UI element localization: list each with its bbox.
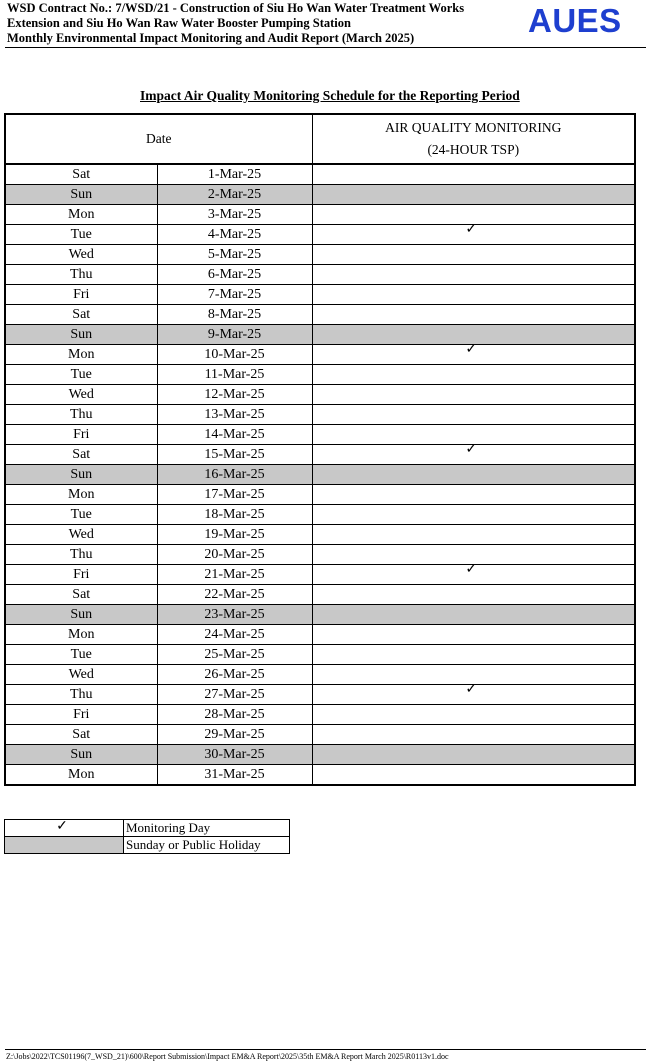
date-cell: 3-Mar-25	[157, 205, 312, 225]
file-path-footer: Z:\Jobs\2022\TCS01196(7_WSD_21)\600\Report Submission\Impact EM&A Report\2025\35th EM&A Report March 2025\R0113v1.doc	[6, 1052, 449, 1061]
monitoring-cell	[312, 245, 635, 265]
date-cell: 8-Mar-25	[157, 305, 312, 325]
schedule-row	[5, 565, 635, 585]
day-cell: Sun	[5, 325, 157, 345]
aues-logo: AUES	[528, 2, 622, 39]
date-cell: 18-Mar-25	[157, 505, 312, 525]
check-icon: ✓	[465, 342, 478, 357]
monitoring-cell	[312, 285, 635, 305]
day-cell: Tue	[5, 505, 157, 525]
day-cell: Mon	[5, 765, 157, 786]
date-cell: 20-Mar-25	[157, 545, 312, 565]
monitoring-cell	[312, 185, 635, 205]
monitoring-cell	[312, 265, 635, 285]
schedule-row	[5, 665, 635, 685]
monitoring-cell	[312, 342, 635, 365]
header-divider	[5, 47, 646, 48]
monitoring-cell	[312, 765, 635, 786]
day-cell: Thu	[5, 545, 157, 565]
monitoring-cell	[312, 305, 635, 325]
day-cell: Sat	[5, 445, 157, 465]
date-cell: 24-Mar-25	[157, 625, 312, 645]
legend-holiday-label: Sunday or Public Holiday	[124, 837, 290, 854]
date-cell: 12-Mar-25	[157, 385, 312, 405]
day-cell: Tue	[5, 365, 157, 385]
date-cell: 29-Mar-25	[157, 725, 312, 745]
monitoring-cell	[312, 745, 635, 765]
schedule-row	[5, 425, 635, 445]
monitoring-cell	[312, 725, 635, 745]
day-cell: Wed	[5, 665, 157, 685]
date-cell: 9-Mar-25	[157, 325, 312, 345]
legend-row-holiday	[5, 837, 290, 854]
day-cell: Fri	[5, 285, 157, 305]
day-cell: Thu	[5, 405, 157, 425]
footer-divider	[5, 1049, 646, 1050]
schedule-row	[5, 365, 635, 385]
monitoring-cell	[312, 164, 635, 185]
date-cell: 31-Mar-25	[157, 765, 312, 786]
day-cell: Mon	[5, 205, 157, 225]
day-cell: Mon	[5, 485, 157, 505]
date-cell: 15-Mar-25	[157, 445, 312, 465]
date-cell: 17-Mar-25	[157, 485, 312, 505]
schedule-row	[5, 585, 635, 605]
legend-row-monitoring	[5, 820, 290, 837]
day-cell: Wed	[5, 245, 157, 265]
date-cell: 11-Mar-25	[157, 365, 312, 385]
schedule-row	[5, 225, 635, 245]
day-cell: Fri	[5, 705, 157, 725]
legend-table	[4, 819, 290, 854]
day-cell: Fri	[5, 425, 157, 445]
monitoring-header-line1: AIR QUALITY MONITORING	[385, 120, 562, 135]
date-cell: 14-Mar-25	[157, 425, 312, 445]
check-icon: ✓	[465, 222, 478, 237]
schedule-row	[5, 285, 635, 305]
schedule-row	[5, 345, 635, 365]
day-cell: Sun	[5, 185, 157, 205]
date-cell: 22-Mar-25	[157, 585, 312, 605]
header-line-contract: WSD Contract No.: 7/WSD/21 - Construction of Siu Ho Wan Water Treatment Works	[7, 1, 465, 15]
day-cell: Sun	[5, 605, 157, 625]
monitoring-cell	[312, 385, 635, 405]
schedule-row	[5, 745, 635, 765]
schedule-row	[5, 405, 635, 425]
check-icon: ✓	[465, 562, 478, 577]
monitoring-cell	[312, 505, 635, 525]
monitoring-cell	[312, 465, 635, 485]
monitoring-cell	[312, 605, 635, 625]
day-cell: Thu	[5, 685, 157, 705]
schedule-row	[5, 305, 635, 325]
day-cell: Tue	[5, 225, 157, 245]
date-cell: 4-Mar-25	[157, 225, 312, 245]
date-cell: 13-Mar-25	[157, 405, 312, 425]
date-cell: 2-Mar-25	[157, 185, 312, 205]
day-cell: Wed	[5, 385, 157, 405]
schedule-row	[5, 625, 635, 645]
schedule-row	[5, 265, 635, 285]
monitoring-cell	[312, 585, 635, 605]
date-cell: 26-Mar-25	[157, 665, 312, 685]
date-cell: 21-Mar-25	[157, 565, 312, 585]
date-cell: 5-Mar-25	[157, 245, 312, 265]
header-line-report: Monthly Environmental Impact Monitoring and Audit Report (March 2025)	[7, 31, 415, 45]
day-cell: Sat	[5, 164, 157, 185]
schedule-row	[5, 505, 635, 525]
schedule-row	[5, 385, 635, 405]
schedule-row	[5, 185, 635, 205]
legend-shade-swatch	[5, 837, 124, 854]
day-cell: Sun	[5, 745, 157, 765]
schedule-title: Impact Air Quality Monitoring Schedule for the Reporting Period	[140, 88, 520, 103]
monitoring-cell	[312, 705, 635, 725]
monitoring-cell	[312, 365, 635, 385]
date-cell: 28-Mar-25	[157, 705, 312, 725]
monitoring-column-header	[312, 114, 635, 164]
date-cell: 25-Mar-25	[157, 645, 312, 665]
schedule-row	[5, 325, 635, 345]
header-line-project: Extension and Siu Ho Wan Raw Water Booster Pumping Station	[7, 16, 351, 30]
date-cell: 27-Mar-25	[157, 685, 312, 705]
day-cell: Tue	[5, 645, 157, 665]
check-icon: ✓	[465, 442, 478, 457]
monitoring-cell	[312, 625, 635, 645]
schedule-row	[5, 605, 635, 625]
date-cell: 7-Mar-25	[157, 285, 312, 305]
legend-tick-cell	[5, 820, 124, 837]
monitoring-cell	[312, 485, 635, 505]
schedule-row	[5, 205, 635, 225]
date-cell: 10-Mar-25	[157, 345, 312, 365]
monitoring-cell	[312, 562, 635, 585]
day-cell: Wed	[5, 525, 157, 545]
day-cell: Mon	[5, 345, 157, 365]
schedule-row	[5, 465, 635, 485]
day-cell: Sat	[5, 305, 157, 325]
day-cell: Fri	[5, 565, 157, 585]
date-cell: 19-Mar-25	[157, 525, 312, 545]
date-cell: 16-Mar-25	[157, 465, 312, 485]
monitoring-cell	[312, 222, 635, 245]
date-cell: 23-Mar-25	[157, 605, 312, 625]
date-cell: 6-Mar-25	[157, 265, 312, 285]
day-cell: Sat	[5, 725, 157, 745]
schedule-row	[5, 445, 635, 465]
date-cell: 30-Mar-25	[157, 745, 312, 765]
monitoring-cell	[312, 405, 635, 425]
schedule-row	[5, 705, 635, 725]
monitoring-cell	[312, 442, 635, 465]
schedule-row	[5, 765, 635, 786]
day-cell: Sun	[5, 465, 157, 485]
day-cell: Mon	[5, 625, 157, 645]
check-icon: ✓	[465, 682, 478, 697]
monitoring-cell	[312, 682, 635, 705]
schedule-row	[5, 245, 635, 265]
date-column-header: Date	[5, 114, 312, 164]
schedule-row	[5, 685, 635, 705]
monitoring-header-line2: (24-HOUR TSP)	[427, 142, 520, 157]
monitoring-cell	[312, 645, 635, 665]
schedule-rows	[5, 164, 635, 785]
date-cell: 1-Mar-25	[157, 164, 312, 185]
schedule-row	[5, 485, 635, 505]
schedule-row	[5, 525, 635, 545]
schedule-row	[5, 545, 635, 565]
legend-monitoring-label: Monitoring Day	[124, 820, 290, 837]
schedule-row	[5, 725, 635, 745]
day-cell: Sat	[5, 585, 157, 605]
table-header-row	[5, 114, 635, 164]
check-icon: ✓	[56, 819, 68, 834]
day-cell: Thu	[5, 265, 157, 285]
monitoring-cell	[312, 525, 635, 545]
monitoring-schedule-table	[4, 113, 636, 786]
schedule-row	[5, 164, 635, 185]
schedule-row	[5, 645, 635, 665]
